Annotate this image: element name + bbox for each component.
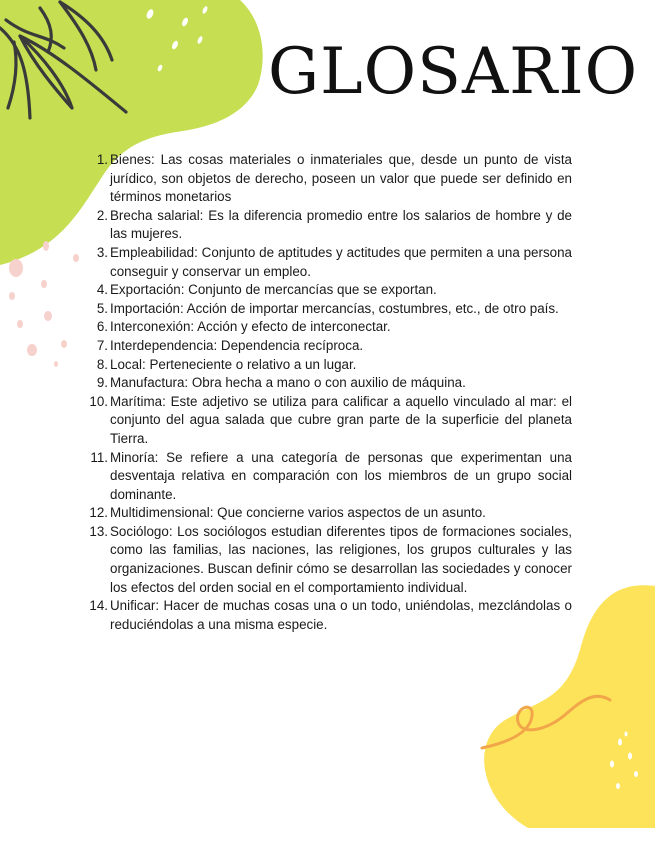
glossary-item-text: Importación: Acción de importar mercancías, costumbres, etc., de otro país. [110,300,559,316]
glossary-item-number: 3. [96,244,108,260]
glossary-item-number: 11. [90,449,108,465]
glossary-item [86,244,572,281]
glossary-item-number: 4. [96,282,108,298]
glossary-item [86,597,572,634]
glossary-item [86,449,572,505]
glossary-item [86,393,572,449]
glossary-item-text: Brecha salarial: Es la diferencia promedio entre los salarios de hombre y de las mujeres. [110,207,572,242]
glossary-item-number: 10. [89,393,108,409]
glossary-item [86,374,572,393]
glossary-item-number: 13. [89,523,108,539]
glossary-item [86,318,572,337]
glossary-item-number: 1. [96,152,108,167]
glossary-item [86,207,572,244]
glossary-item-text: Unificar: Hacer de muchas cosas una o un todo, uniéndolas, mezclándolas o reduciéndolas a una misma especie. [110,598,572,632]
glossary-item-number: 6. [96,319,108,335]
glossary-item-text: Interdependencia: Dependencia recíproca. [110,337,364,353]
glossary-item-number: 12. [89,505,108,521]
glossary-item-number: 8. [96,356,108,372]
glossary-item [86,523,572,597]
glossary-item-text: Sociólogo: Los sociólogos estudian diferentes tipos de formaciones sociales, como las familias, las naciones, las religiones, los grupos culturales y las organizaciones. Buscan definir cómo se desarrollan las sociedades y conocer los efectos del orden social en el comportamiento individual. [110,523,572,595]
glossary-item-text: Local: Perteneciente o relativo a un lugar. [110,356,357,372]
glossary-list [86,151,572,634]
glossary-item-number: 2. [96,207,108,223]
glossary-item-text: Bienes: Las cosas materiales o inmateriales que, desde un punto de vista jurídico, son objetos de derecho, poseen un valor que puede ser definido en términos monetarios [110,152,572,205]
glossary-item [86,300,572,319]
glossary-item-number: 5. [96,300,108,316]
glossary-item-text: Multidimensional: Que concierne varios aspectos de un asunto. [110,505,486,521]
page-title: GLOSARIO [268,35,639,109]
glossary-item-text: Empleabilidad: Conjunto de aptitudes y actitudes que permiten a una persona conseguir y conservar un empleo. [110,244,572,279]
glossary-item-text: Manufactura: Obra hecha a mano o con auxilio de máquina. [110,375,466,391]
glossary-item-text: Marítima: Este adjetivo se utiliza para calificar a aquello vinculado al mar: el conjunto del agua salada que cubre gran parte de la superficie del planeta Tierra. [110,393,572,446]
glossary-item-number: 14. [89,598,108,614]
glossary-item-text: Minoría: Se refiere a una categoría de personas que experimentan una desventaja relativa en comparación con los miembros de un grupo social dominante. [110,449,572,502]
glossary-item-number: 9. [96,375,108,391]
glossary-item [86,504,572,523]
glossary-item [86,281,572,300]
glossary-item [86,151,572,207]
glossary-item [86,356,572,375]
glossary-item-text: Exportación: Conjunto de mercancías que se exportan. [110,282,437,298]
glossary-item [86,337,572,356]
pink-dots-decoration [9,241,79,367]
glossary-item-text: Interconexión: Acción y efecto de interconectar. [110,319,391,335]
glossary-item-number: 7. [96,337,108,353]
